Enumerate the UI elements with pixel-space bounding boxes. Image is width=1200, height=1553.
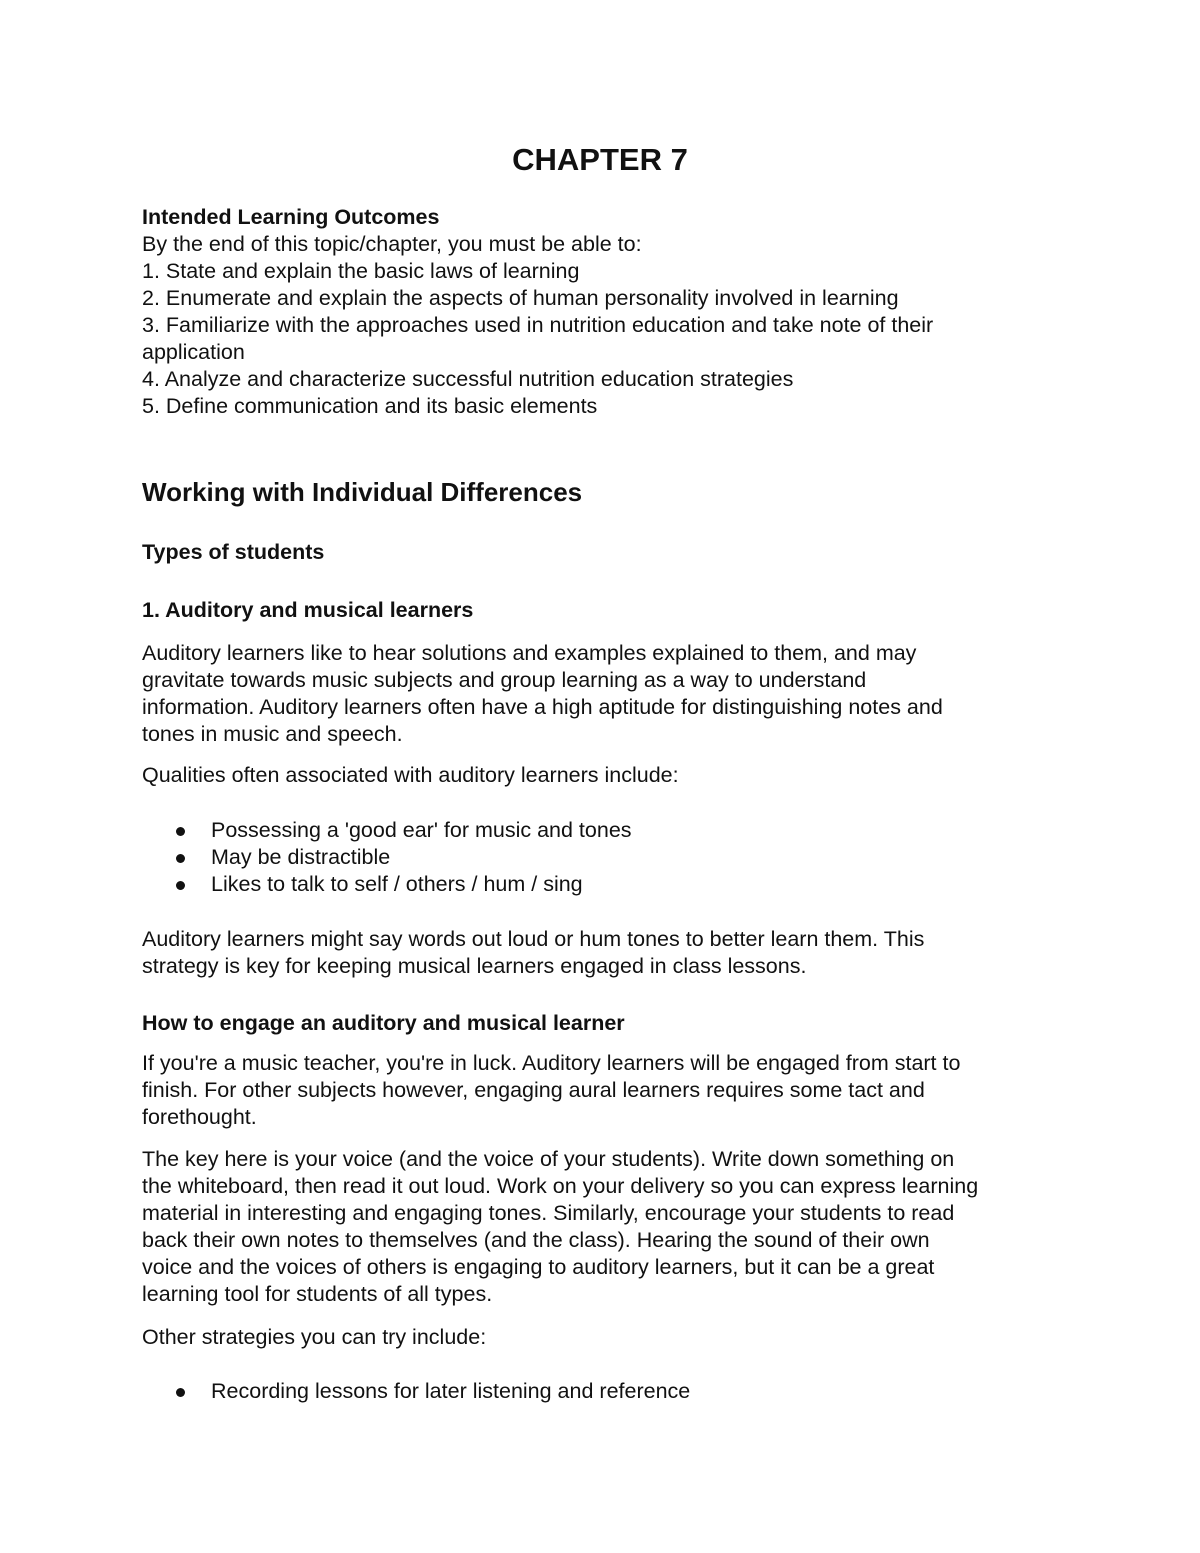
- section-heading: Working with Individual Differences: [142, 477, 583, 507]
- paragraph-auditory-intro: [142, 640, 1072, 748]
- paragraph-say-words: [142, 926, 1072, 980]
- text-line: the whiteboard, then read it out loud. Work on your delivery so you can express learning: [142, 1174, 979, 1198]
- text-line: forethought.: [142, 1105, 257, 1129]
- text-line: tones in music and speech.: [142, 722, 403, 746]
- list-item: [142, 871, 1072, 898]
- outcomes-heading: Intended Learning Outcomes: [142, 205, 440, 229]
- text-line: voice and the voices of others is engaging to auditory learners, but it can be a great: [142, 1255, 935, 1279]
- list-item-text: May be distractible: [211, 845, 391, 869]
- text-line: strategy is key for keeping musical learners engaged in class lessons.: [142, 954, 807, 978]
- outcome-item: 3. Familiarize with the approaches used in nutrition education and take note of their: [142, 313, 934, 337]
- list-item-text: Possessing a 'good ear' for music and tones: [211, 818, 632, 842]
- bullet-icon: [176, 881, 185, 890]
- text-line: information. Auditory learners often have a high aptitude for distinguishing notes and: [142, 695, 943, 719]
- strategies-intro: Other strategies you can try include:: [142, 1325, 487, 1349]
- learning-outcomes: [142, 204, 1072, 420]
- list-item: [142, 817, 1072, 844]
- text-line: Auditory learners like to hear solutions and examples explained to them, and may: [142, 641, 917, 665]
- bullet-icon: [176, 854, 185, 863]
- list-item-text: Recording lessons for later listening and reference: [211, 1379, 691, 1403]
- paragraph-voice: [142, 1146, 1072, 1308]
- chapter-title: CHAPTER 7: [512, 142, 688, 177]
- text-line: gravitate towards music subjects and group learning as a way to understand: [142, 668, 867, 692]
- type1-heading: 1. Auditory and musical learners: [142, 598, 474, 622]
- bullet-icon: [176, 827, 185, 836]
- outcome-item: 4. Analyze and characterize successful nutrition education strategies: [142, 367, 794, 391]
- list-item-text: Likes to talk to self / others / hum / sing: [211, 872, 583, 896]
- text-line: finish. For other subjects however, engaging aural learners requires some tact and: [142, 1078, 925, 1102]
- text-line: learning tool for students of all types.: [142, 1282, 493, 1306]
- text-line: If you're a music teacher, you're in luck. Auditory learners will be engaged from start to: [142, 1051, 961, 1075]
- outcome-item: 2. Enumerate and explain the aspects of human personality involved in learning: [142, 286, 899, 310]
- qualities-intro: Qualities often associated with auditory learners include:: [142, 763, 679, 787]
- text-line: back their own notes to themselves (and the class). Hearing the sound of their own: [142, 1228, 930, 1252]
- subheading-types: Types of students: [142, 540, 325, 564]
- list-item: [142, 1378, 1072, 1405]
- outcomes-intro: By the end of this topic/chapter, you must be able to:: [142, 232, 642, 256]
- text-line: Auditory learners might say words out loud or hum tones to better learn them. This: [142, 927, 925, 951]
- outcome-item: application: [142, 340, 245, 364]
- outcome-item: 1. State and explain the basic laws of learning: [142, 259, 580, 283]
- list-item: [142, 844, 1072, 871]
- text-line: The key here is your voice (and the voice of your students). Write down something on: [142, 1147, 955, 1171]
- outcome-item: 5. Define communication and its basic elements: [142, 394, 598, 418]
- engage-heading: How to engage an auditory and musical learner: [142, 1011, 625, 1035]
- text-line: material in interesting and engaging tones. Similarly, encourage your students to read: [142, 1201, 955, 1225]
- bullet-icon: [176, 1388, 185, 1397]
- strategies-list: [142, 1378, 1072, 1405]
- qualities-list: [142, 817, 1072, 898]
- paragraph-music-teacher: [142, 1050, 1072, 1131]
